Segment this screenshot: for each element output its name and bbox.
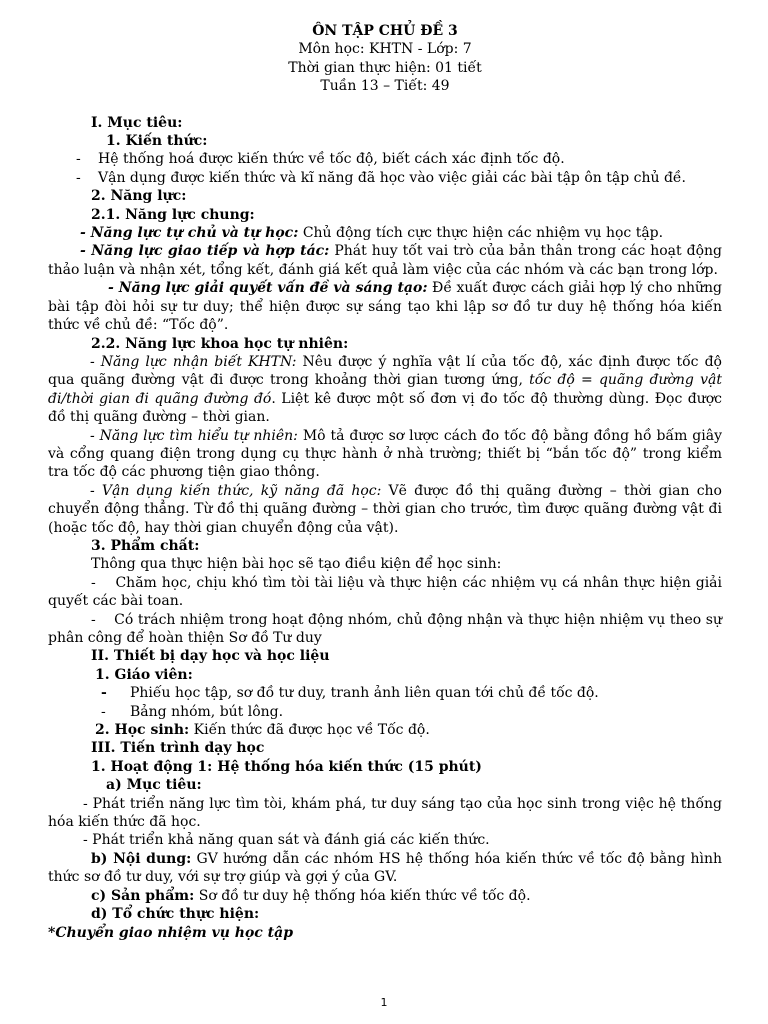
section-objectives-title: I. Mục tiêu: [91, 114, 183, 131]
teacher-item: - Bảng nhóm, bút lông. [101, 703, 284, 720]
duration-line: Thời gian thực hiện: 01 tiết [288, 59, 482, 76]
self-learning-ability: - Năng lực tự chủ và tự học: Chủ động tích cực thực hiện các nhiệm vụ học tập. [80, 225, 664, 242]
knowledge-title: 1. Kiến thức: [106, 133, 208, 150]
activity-objective-item: - Phát triển năng lực tìm tòi, khám phá, tư duy sáng tạo của học sinh trong việc hệ thống hóa kiến thức đã học. [48, 795, 722, 831]
activity-organization-title: d) Tổ chức thực hiện: [91, 906, 260, 923]
general-ability-title: 2.1. Năng lực chung: [91, 206, 255, 223]
task-assignment-title: *Chuyển giao nhiệm vụ học tập [48, 924, 294, 941]
document-body [48, 22, 722, 942]
quality-item: - Có trách nhiệm trong hoạt động nhóm, chủ động nhận và thực hiện nhiệm vụ theo sự phân công để hoàn thiện Sơ đồ Tư duy [48, 611, 723, 646]
quality-title: 3. Phẩm chất: [91, 537, 200, 554]
subject-line: Môn học: KHTN - Lớp: 7 [298, 41, 472, 58]
teacher-title: 1. Giáo viên: [95, 666, 193, 683]
week-line: Tuần 13 – Tiết: 49 [320, 78, 450, 95]
document-header [48, 22, 722, 96]
quality-item: - Chăm học, chịu khó tìm tòi tài liệu và thực hiện các nhiệm vụ cá nhân thực hiện giải quyết các bài toan. [48, 574, 722, 610]
recognition-ability: - Năng lực nhận biết KHTN: Nêu được ý nghĩa vật lí của tốc độ, xác định được tốc độ qua quãng đường vật đi được trong khoảng thời gian tương ứng, tốc độ = quãng đường vật đi/thời gian đi quãng đường đó. Liệt kê được một số đơn vị đo tốc độ thường dùng. Đọc được đồ thị quãng đường – thời gian. [48, 353, 723, 426]
knowledge-item: - Vận dụng được kiến thức và kĩ năng đã học vào việc giải các bài tập ôn tập chủ đề. [76, 169, 686, 186]
teacher-item: - Phiếu học tập, sơ đồ tư duy, tranh ảnh liên quan tới chủ đề tốc độ. [101, 685, 599, 702]
activity-objective-item: - Phát triển khả năng quan sát và đánh giá các kiến thức. [83, 832, 490, 849]
quality-intro: Thông qua thực hiện bài học sẽ tạo điều kiện để học sinh: [91, 556, 502, 573]
exploration-ability: - Năng lực tìm hiểu tự nhiên: Mô tả được sơ lược cách đo tốc độ bằng đồng hồ bấm giây và cổng quang điện trong dụng cụ thực hành ở nhà trường; thiết bị “bắn tốc độ” trong kiểm tra tốc độ các phương tiện giao thông. [48, 427, 722, 481]
section-process-title: III. Tiến trình dạy học [91, 740, 265, 757]
page-number: 1 [380, 996, 388, 1009]
application-ability: - Vận dụng kiến thức, kỹ năng đã học: Vẽ được đồ thị quãng đường – thời gian cho chuyển động thẳng. Từ đồ thị quãng đường – thời gian cho trước, tìm được quãng đường vật đi (hoặc tốc độ, hay thời gian chuyển động của vật). [48, 482, 722, 536]
document-title: ÔN TẬP CHỦ ĐỀ 3 [312, 23, 458, 39]
activity-objective-title: a) Mục tiêu: [106, 777, 202, 794]
problem-solving-ability: - Năng lực giải quyết vấn đề và sáng tạo: Đề xuất được cách giải hợp lý cho những bài tập đòi hỏi sự tư duy; thể hiện được sự sáng tạo khi lập sơ đồ tư duy hệ thống hóa kiến thức về chủ đề: “Tốc độ”. [48, 280, 723, 334]
communication-ability: - Năng lực giao tiếp và hợp tác: Phát huy tốt vai trò của bản thân trong các hoạt động thảo luận và nhận xét, tổng kết, đánh giá kết quả làm việc của các nhóm và các bạn trong lớp. [48, 243, 722, 278]
activity-content: b) Nội dung: GV hướng dẫn các nhóm HS hệ thống hóa kiến thức về tốc độ bằng hình thức sơ đồ tư duy, với sự trợ giúp và gợi ý của GV. [48, 850, 723, 886]
student-line: 2. Học sinh: Kiến thức đã được học về Tốc độ. [95, 722, 430, 739]
activity-1-title: 1. Hoạt động 1: Hệ thống hóa kiến thức (15 phút) [91, 758, 482, 775]
activity-product: c) Sản phẩm: Sơ đồ tư duy hệ thống hóa kiến thức về tốc độ. [91, 887, 531, 904]
science-ability-title: 2.2. Năng lực khoa học tự nhiên: [91, 335, 349, 352]
knowledge-item: - Hệ thống hoá được kiến thức về tốc độ, biết cách xác định tốc độ. [76, 151, 565, 168]
ability-title: 2. Năng lực: [91, 188, 187, 205]
section-equipment-title: II. Thiết bị dạy học và học liệu [91, 648, 330, 665]
